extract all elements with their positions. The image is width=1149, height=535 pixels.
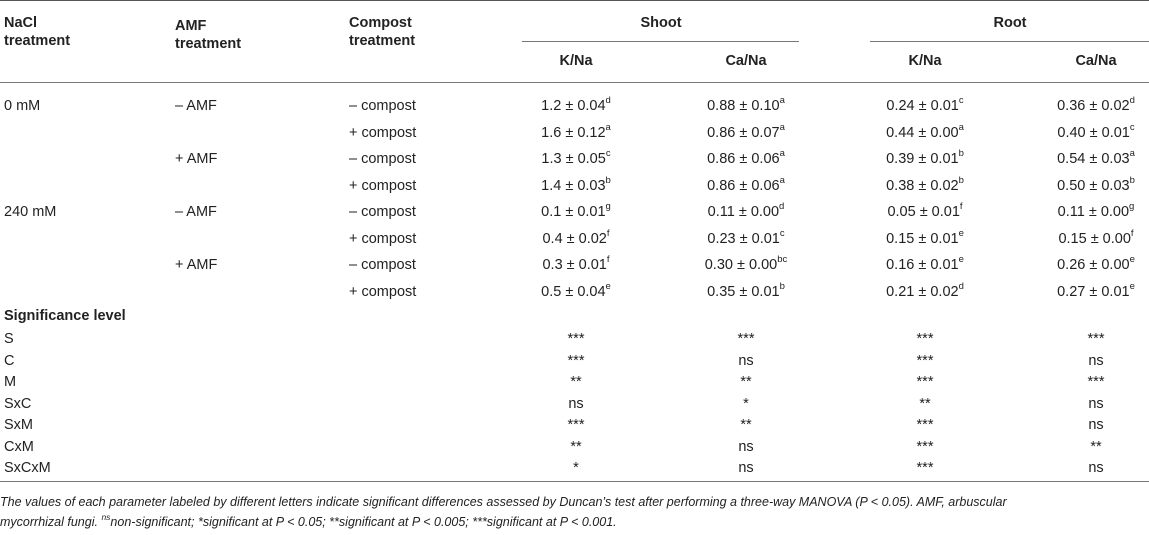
root-group-rule	[870, 41, 1149, 42]
value-letter: bc	[777, 254, 788, 266]
row-value	[1057, 256, 1135, 274]
significance-value: *	[573, 460, 579, 476]
significance-value: ***	[567, 417, 585, 433]
value-text: 1.3 ± 0.05	[541, 151, 606, 167]
value-letter: f	[606, 228, 610, 240]
value-letter: e	[1129, 281, 1135, 293]
row-value	[707, 177, 785, 195]
value-text: 0.15 ± 0.01	[886, 231, 959, 247]
header-nacl-line2: treatment	[4, 33, 71, 49]
row-compost: – compost	[349, 151, 416, 167]
value-text: 0.3 ± 0.01	[542, 257, 607, 273]
value-letter: b	[958, 175, 964, 187]
row-value	[707, 230, 784, 248]
header-compost-line1: Compost	[349, 15, 412, 31]
row-value	[541, 283, 611, 301]
row-value	[707, 124, 785, 142]
significance-value: ***	[737, 331, 755, 347]
significance-value: ***	[1087, 331, 1105, 347]
significance-value: **	[570, 438, 582, 455]
value-text: 1.6 ± 0.12	[541, 125, 606, 141]
value-text: 0.15 ± 0.00	[1058, 231, 1131, 247]
footnote	[0, 492, 1149, 532]
value-letter: a	[779, 122, 785, 134]
header-compost-line2: treatment	[349, 33, 416, 49]
header-shoot-cana: Ca/Na	[725, 53, 767, 69]
row-value	[542, 256, 609, 274]
significance-label: CxM	[4, 438, 34, 455]
value-letter: e	[958, 228, 964, 240]
value-letter: c	[779, 228, 785, 240]
row-value	[886, 256, 964, 274]
header-root-kna: K/Na	[908, 53, 942, 69]
value-text: 0.50 ± 0.03	[1057, 178, 1130, 194]
footnote-line2-rest: non-significant; *significant at P < 0.05; **significant at P < 0.005; ***significant at P < 0.001.	[110, 515, 617, 529]
value-letter: b	[605, 175, 611, 187]
value-text: 0.11 ± 0.00	[707, 204, 780, 220]
row-compost: – compost	[349, 204, 416, 220]
row-value	[705, 256, 788, 274]
value-text: 0.1 ± 0.01	[541, 204, 606, 220]
value-text: 0.16 ± 0.01	[886, 257, 959, 273]
value-text: 0.38 ± 0.02	[886, 178, 959, 194]
significance-label: SxM	[4, 417, 33, 433]
value-letter: f	[606, 254, 610, 266]
footnote-line2-start: mycorrhizal fungi.	[0, 515, 102, 529]
row-value	[1058, 230, 1133, 248]
value-text: 0.54 ± 0.03	[1057, 151, 1130, 167]
value-text: 0.27 ± 0.01	[1057, 284, 1130, 300]
value-letter: c	[1129, 122, 1135, 134]
row-value	[1057, 177, 1135, 195]
row-nacl: 0 mM	[4, 98, 41, 114]
row-value	[541, 203, 611, 221]
header-amf	[175, 17, 241, 53]
value-letter: d	[605, 95, 611, 107]
row-amf: + AMF	[175, 257, 218, 273]
value-text: 0.86 ± 0.07	[707, 125, 780, 141]
row-value	[886, 97, 963, 115]
row-value	[541, 124, 611, 142]
significance-value: ns	[1088, 417, 1104, 433]
row-value	[541, 97, 611, 115]
row-amf: – AMF	[175, 204, 217, 220]
significance-value: ***	[916, 374, 934, 390]
value-text: 0.39 ± 0.01	[886, 151, 959, 167]
value-letter: f	[959, 201, 963, 213]
value-letter: d	[1129, 95, 1135, 107]
header-amf-line1: AMF	[175, 18, 207, 34]
value-letter: a	[779, 148, 785, 160]
value-letter: g	[605, 201, 611, 213]
row-value	[886, 283, 964, 301]
value-text: 0.5 ± 0.04	[541, 284, 606, 300]
row-value	[1057, 150, 1135, 168]
row-value	[886, 230, 964, 248]
significance-label: SxC	[4, 395, 32, 412]
significance-title: Significance level	[4, 308, 126, 324]
header-nacl	[4, 14, 70, 50]
row-compost: – compost	[349, 98, 416, 114]
significance-value: ns	[1088, 395, 1104, 412]
value-letter: d	[779, 201, 785, 213]
value-letter: e	[958, 254, 964, 266]
value-letter: e	[605, 281, 611, 293]
row-value	[1057, 124, 1134, 142]
value-letter: a	[958, 122, 964, 134]
significance-label: SxCxM	[4, 460, 51, 476]
row-value	[707, 97, 785, 115]
significance-value: ***	[916, 438, 934, 455]
significance-value: **	[570, 374, 582, 390]
value-text: 0.44 ± 0.00	[886, 125, 959, 141]
value-letter: b	[958, 148, 964, 160]
row-value	[1057, 283, 1135, 301]
row-amf: + AMF	[175, 151, 218, 167]
significance-value: ns	[1088, 460, 1104, 476]
row-value	[887, 203, 962, 221]
significance-label: C	[4, 352, 15, 369]
significance-value: ***	[567, 352, 585, 369]
value-text: 1.2 ± 0.04	[541, 98, 606, 114]
significance-value: ***	[916, 331, 934, 347]
significance-value: **	[740, 374, 752, 390]
row-value	[707, 150, 785, 168]
value-letter: b	[779, 281, 785, 293]
row-value	[1058, 203, 1135, 221]
significance-value: ns	[568, 395, 584, 412]
row-value	[542, 230, 609, 248]
significance-value: **	[919, 395, 931, 412]
value-text: 1.4 ± 0.03	[541, 178, 606, 194]
value-text: 0.86 ± 0.06	[707, 178, 780, 194]
header-root-cana: Ca/Na	[1075, 53, 1117, 69]
table-top-border	[0, 0, 1149, 1]
row-value	[886, 124, 964, 142]
value-text: 0.05 ± 0.01	[887, 204, 960, 220]
value-text: 0.26 ± 0.00	[1057, 257, 1130, 273]
row-value	[1057, 97, 1135, 115]
value-letter: e	[1129, 254, 1135, 266]
row-compost: – compost	[349, 257, 416, 273]
value-text: 0.30 ± 0.00	[704, 257, 778, 273]
significance-label: M	[4, 374, 17, 390]
table-bottom-rule	[0, 481, 1149, 482]
value-text: 0.40 ± 0.01	[1057, 125, 1130, 141]
significance-value: ns	[1088, 352, 1104, 369]
value-text: 0.11 ± 0.00	[1057, 204, 1130, 220]
significance-value: ns	[738, 460, 754, 476]
significance-value: ***	[567, 331, 585, 347]
header-nacl-line1: NaCl	[4, 15, 38, 31]
value-text: 0.23 ± 0.01	[707, 231, 780, 247]
significance-label: S	[4, 331, 14, 347]
row-compost: + compost	[349, 178, 417, 194]
header-compost	[349, 14, 415, 50]
value-text: 0.4 ± 0.02	[542, 231, 607, 247]
row-compost: + compost	[349, 125, 417, 141]
significance-value: **	[740, 417, 752, 433]
header-shoot-kna: K/Na	[559, 53, 593, 69]
value-text: 0.35 ± 0.01	[707, 284, 780, 300]
value-letter: a	[1129, 148, 1135, 160]
value-letter: d	[958, 281, 964, 293]
significance-value: ***	[916, 460, 934, 476]
row-value	[886, 150, 964, 168]
value-text: 0.86 ± 0.06	[707, 151, 780, 167]
row-amf: – AMF	[175, 98, 217, 114]
significance-value: ***	[916, 417, 934, 433]
value-letter: a	[605, 122, 611, 134]
shoot-group-rule	[522, 41, 799, 42]
footnote-line2	[0, 512, 1149, 532]
row-compost: + compost	[349, 284, 417, 300]
value-letter: g	[1129, 201, 1135, 213]
row-value	[708, 203, 785, 221]
row-nacl: 240 mM	[4, 204, 57, 220]
row-compost: + compost	[349, 231, 417, 247]
value-letter: c	[605, 148, 611, 160]
row-value	[707, 283, 785, 301]
row-value	[541, 177, 611, 195]
significance-value: ns	[738, 352, 754, 369]
value-letter: b	[1129, 175, 1135, 187]
value-letter: a	[779, 95, 785, 107]
header-root: Root	[993, 15, 1027, 31]
value-text: 0.24 ± 0.01	[886, 98, 959, 114]
significance-value: ***	[1087, 374, 1105, 390]
significance-value: ns	[738, 438, 754, 455]
value-letter: a	[779, 175, 785, 187]
significance-value: **	[1090, 438, 1102, 455]
row-value	[541, 150, 610, 168]
footnote-ns-sup: ns	[101, 511, 111, 522]
value-letter: c	[958, 95, 964, 107]
header-amf-line2: treatment	[175, 36, 242, 52]
value-text: 0.88 ± 0.10	[707, 98, 780, 114]
header-bottom-rule	[0, 82, 1149, 83]
row-value	[886, 177, 964, 195]
footnote-line1: The values of each parameter labeled by different letters indicate significant differences assessed by Duncan’s test after performing a three-way MANOVA (P < 0.05). AMF, arbuscular	[0, 495, 1007, 509]
value-letter: f	[1130, 228, 1134, 240]
significance-value: *	[743, 395, 749, 412]
header-shoot: Shoot	[640, 15, 682, 31]
value-text: 0.36 ± 0.02	[1057, 98, 1130, 114]
value-text: 0.21 ± 0.02	[886, 284, 959, 300]
significance-value: ***	[916, 352, 934, 369]
